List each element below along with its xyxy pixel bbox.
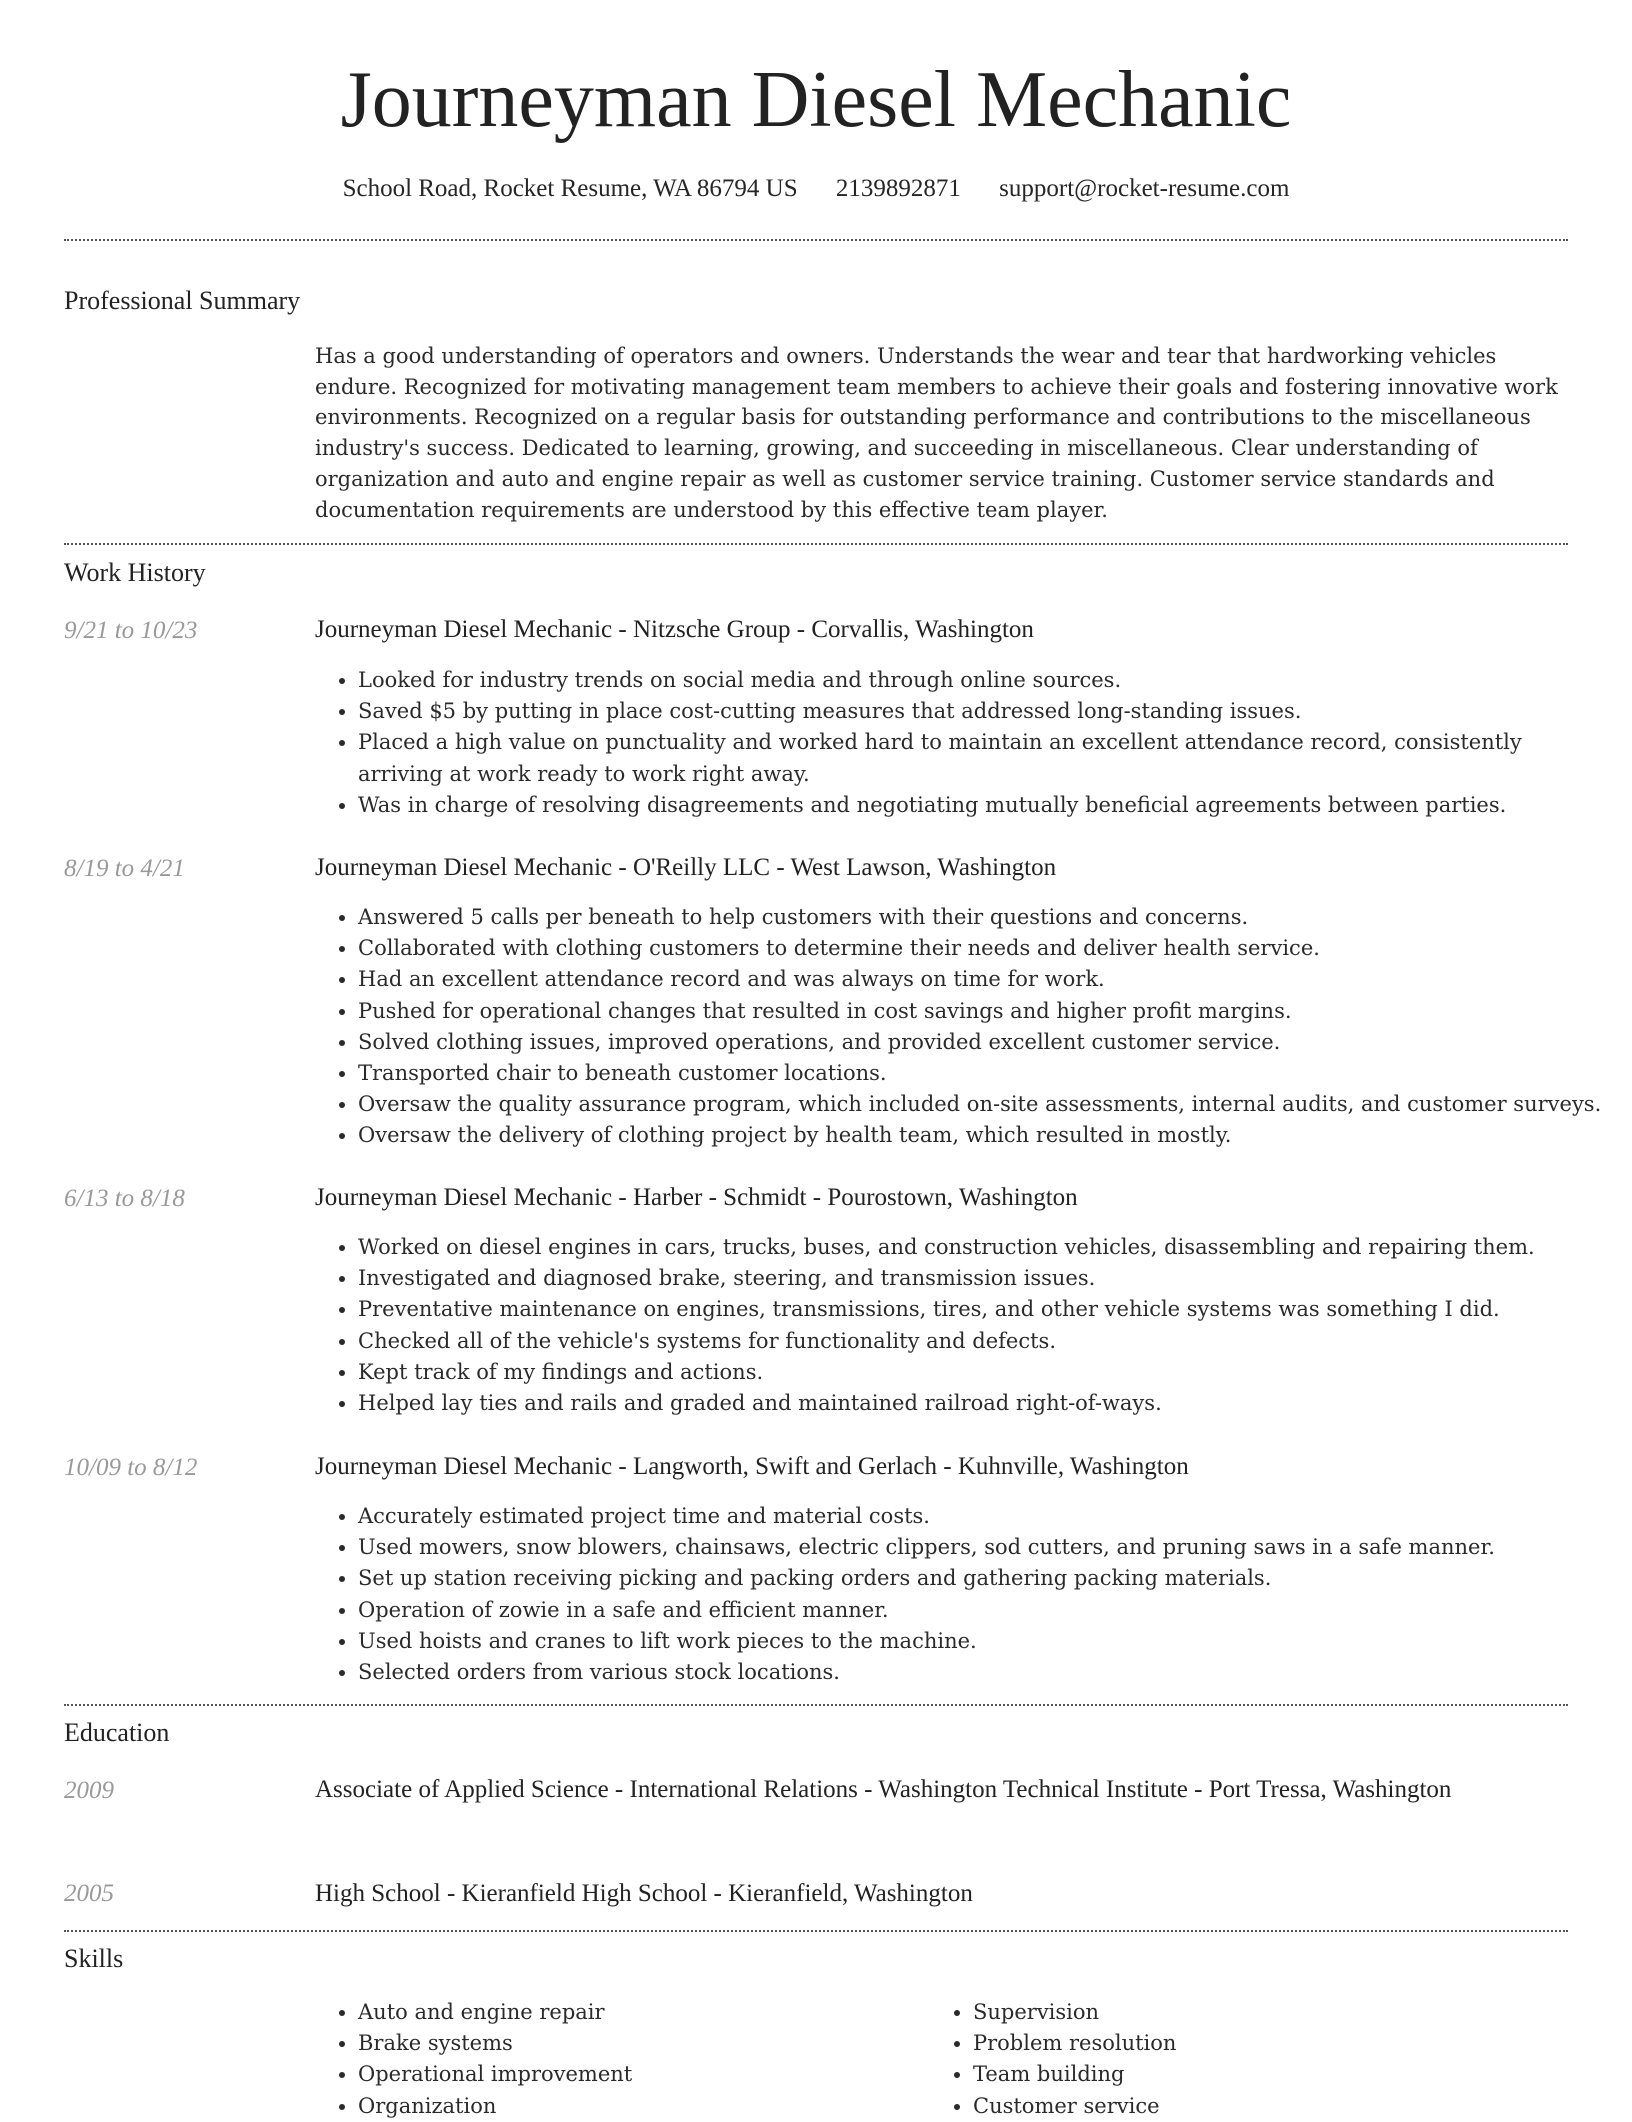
- job-dates: 10/09 to 8/12: [64, 1454, 198, 1481]
- job-bullet: • Had an excellent attendance record and was always on time for work.: [358, 964, 1608, 995]
- job-bullet: • Kept track of my findings and actions.: [358, 1357, 1608, 1388]
- job-bullet: • Selected orders from various stock locations.: [358, 1657, 1608, 1688]
- job-title: Journeyman Diesel Mechanic - Nitzsche Group - Corvallis, Washington: [315, 616, 1034, 643]
- skills-list-right: [930, 1997, 1533, 2122]
- skills-list-left: [315, 1997, 918, 2122]
- job-title: Journeyman Diesel Mechanic - Harber - Schmidt - Pourostown, Washington: [315, 1184, 1078, 1211]
- job-dates: 6/13 to 8/18: [64, 1185, 185, 1212]
- job-bullet: • Oversaw the delivery of clothing project by health team, which resulted in mostly.: [358, 1120, 1608, 1151]
- skill-item: • Supervision: [973, 1997, 1533, 2028]
- work-history-heading: Work History: [64, 558, 206, 587]
- job-bullet: • Accurately estimated project time and material costs.: [358, 1501, 1608, 1532]
- job-bullet: • Solved clothing issues, improved operations, and provided excellent customer service.: [358, 1027, 1608, 1058]
- job-bullet: • Set up station receiving picking and packing orders and gathering packing materials.: [358, 1563, 1608, 1594]
- contact-line: [0, 171, 1632, 207]
- job-bullet: • Operation of zowie in a safe and efficient manner.: [358, 1595, 1608, 1626]
- education-year: 2005: [64, 1880, 114, 1907]
- job-bullets: [315, 902, 1608, 1152]
- job-bullet: • Answered 5 calls per beneath to help customers with their questions and concerns.: [358, 902, 1608, 933]
- skill-item: • Brake systems: [358, 2028, 918, 2059]
- education-heading: Education: [64, 1718, 170, 1747]
- skill-item: • Auto and engine repair: [358, 1997, 918, 2028]
- education-entry: Associate of Applied Science - International Relations - Washington Technical Institute - Port Tressa, Washington: [315, 1776, 1452, 1803]
- job-title: Journeyman Diesel Mechanic - O'Reilly LLC - West Lawson, Washington: [315, 854, 1057, 881]
- summary-text: Has a good understanding of operators and owners. Understands the wear and tear that hardworking vehicles endure. Recognized for motivating management team members to achieve their goals and fostering innovative work environments. Recognized on a regular basis for outstanding performance and contributions to the miscellaneous industry's success. Dedicated to learning, growing, and succeeding in miscellaneous. Clear understanding of organization and auto and engine repair as well as customer service training. Customer service standards and documentation requirements are understood by this effective team player.: [315, 344, 1558, 522]
- skill-item: • Problem resolution: [973, 2028, 1533, 2059]
- contact-phone: 2139892871: [835, 175, 961, 202]
- job-bullet: • Worked on diesel engines in cars, trucks, buses, and construction vehicles, disassembling and repairing them.: [358, 1232, 1608, 1263]
- contact-address: School Road, Rocket Resume, WA 86794 US: [342, 175, 798, 202]
- job-bullet: • Was in charge of resolving disagreements and negotiating mutually beneficial agreements between parties.: [358, 790, 1608, 821]
- education-year: 2009: [64, 1777, 114, 1804]
- section-divider: [64, 1704, 1568, 1706]
- resume-name: Journeyman Diesel Mechanic: [340, 56, 1292, 144]
- job-bullet: • Saved $5 by putting in place cost-cutting measures that addressed long-standing issues.: [358, 696, 1608, 727]
- contact-email: support@rocket-resume.com: [999, 175, 1290, 202]
- section-divider: [64, 239, 1568, 241]
- skills-heading: Skills: [64, 1944, 124, 1973]
- job-bullet: • Collaborated with clothing customers to determine their needs and deliver health service.: [358, 933, 1608, 964]
- job-bullet: • Used mowers, snow blowers, chainsaws, electric clippers, sod cutters, and pruning saws in a safe manner.: [358, 1532, 1608, 1563]
- job-bullet: • Preventative maintenance on engines, transmissions, tires, and other vehicle systems was something I did.: [358, 1294, 1608, 1325]
- job-bullet: • Placed a high value on punctuality and worked hard to maintain an excellent attendance record, consistently arriving at work ready to work right away.: [358, 727, 1608, 789]
- job-bullet: • Transported chair to beneath customer locations.: [358, 1058, 1608, 1089]
- skill-item: • Customer service: [973, 2091, 1533, 2122]
- job-bullet: • Checked all of the vehicle's systems for functionality and defects.: [358, 1326, 1608, 1357]
- section-divider: [64, 1930, 1568, 1932]
- job-dates: 9/21 to 10/23: [64, 617, 198, 644]
- job-bullet: • Oversaw the quality assurance program, which included on-site assessments, internal audits, and customer surveys.: [358, 1089, 1608, 1120]
- skill-item: • Operational improvement: [358, 2059, 918, 2090]
- skill-item: • Team building: [973, 2059, 1533, 2090]
- job-bullet: • Helped lay ties and rails and graded and maintained railroad right-of-ways.: [358, 1388, 1608, 1419]
- job-bullet: • Investigated and diagnosed brake, steering, and transmission issues.: [358, 1263, 1608, 1294]
- job-bullets: [315, 1232, 1608, 1419]
- job-title: Journeyman Diesel Mechanic - Langworth, Swift and Gerlach - Kuhnville, Washington: [315, 1453, 1189, 1480]
- job-bullet: • Pushed for operational changes that resulted in cost savings and higher profit margins.: [358, 996, 1608, 1027]
- job-bullet: • Looked for industry trends on social media and through online sources.: [358, 665, 1608, 696]
- job-dates: 8/19 to 4/21: [64, 855, 185, 882]
- education-entry: High School - Kieranfield High School - Kieranfield, Washington: [315, 1880, 973, 1907]
- job-bullets: [315, 665, 1608, 821]
- job-bullets: [315, 1501, 1608, 1688]
- skill-item: • Organization: [358, 2091, 918, 2122]
- section-divider: [64, 543, 1568, 545]
- job-bullet: • Used hoists and cranes to lift work pieces to the machine.: [358, 1626, 1608, 1657]
- summary-heading: Professional Summary: [64, 286, 301, 315]
